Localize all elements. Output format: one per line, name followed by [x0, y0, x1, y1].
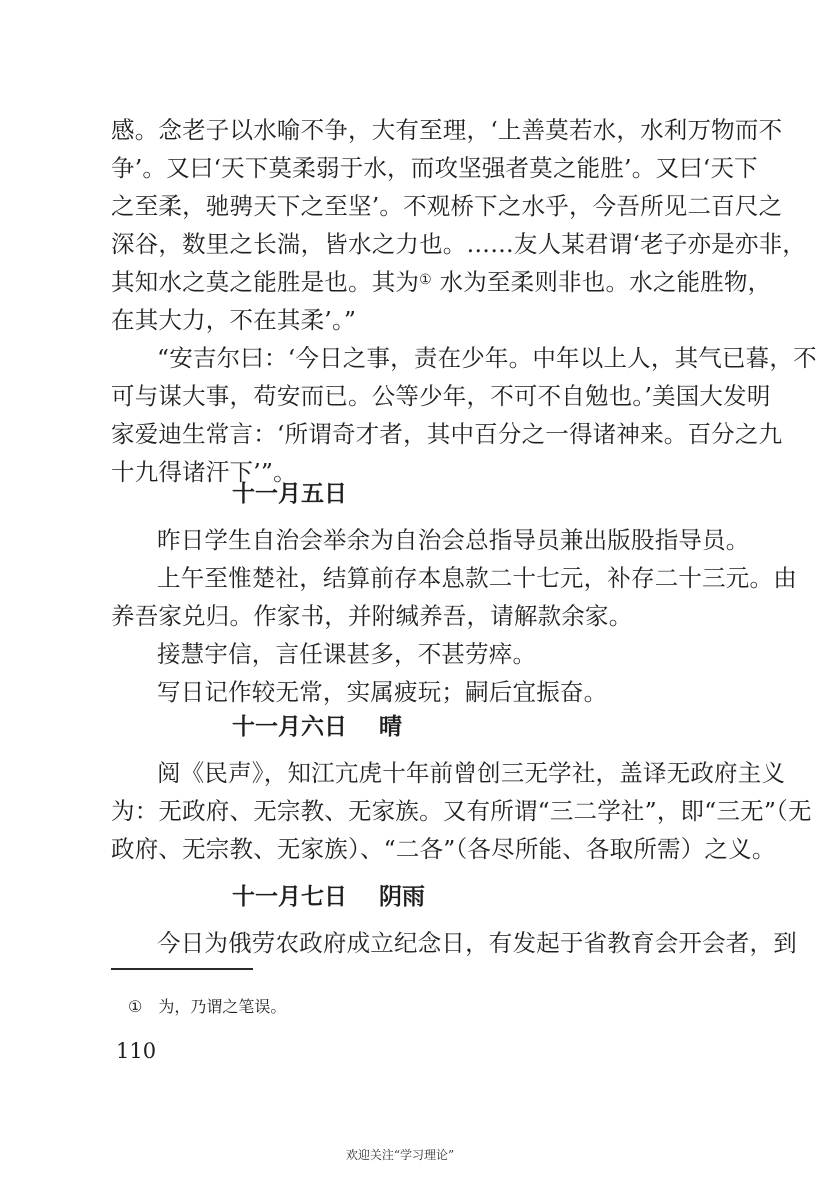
entry-body-nov7: [111, 924, 797, 962]
paragraph-quote: [111, 339, 817, 491]
text-line: 写日记作较无常，实属疲玩；嗣后宜振奋。: [157, 678, 608, 706]
entry-date: 十一月六日: [232, 714, 347, 740]
entry-date: 十一月五日: [232, 481, 347, 507]
footnote-divider: [111, 968, 253, 970]
entry-weather: 晴: [379, 714, 402, 740]
entry-body-nov6: [111, 754, 812, 868]
text-line: 之至柔，驰骋天下之至坚’。不观桥下之水乎，今吾所见二百尺之: [111, 192, 783, 220]
text-line: 上午至惟楚社，结算前存本息款二十七元，补存二十三元。由: [157, 564, 797, 592]
footnote-text: 为，乃谓之笔误。: [158, 997, 287, 1016]
watermark-text: 欢迎关注“学习理论”: [345, 1148, 455, 1162]
text-line: 今日为俄劳农政府成立纪念日，有发起于省教育会开会者，到: [157, 929, 797, 957]
text-line: 可与谋大事，苟安而已。公等少年，不可不自勉也。’美国大发明: [111, 382, 771, 410]
entry-date: 十一月七日: [232, 884, 347, 910]
text-line: 深谷，数里之长湍，皆水之力也。……友人某君谓‘老子亦是亦非，: [111, 230, 806, 258]
text-line: 昨日学生自治会举余为自治会总指导员兼出版股指导员。: [157, 526, 750, 554]
footnote: [128, 996, 286, 1018]
page-number: 110: [116, 1039, 157, 1063]
entry-body-nov5: [111, 521, 797, 711]
entry-heading-nov7: [232, 882, 425, 912]
text-line: 政府、无宗教、无家族）、“二各”（各尽所能、各取所需）之义。: [111, 835, 776, 863]
entry-weather: 阴雨: [379, 884, 425, 910]
text-segment: 水为至柔则非也。水之能胜物，: [431, 268, 772, 296]
text-line: 接慧宇信，言任课甚多，不甚劳瘁。: [157, 640, 537, 668]
entry-heading-nov5: [232, 479, 347, 509]
text-line: 家爱迪生常言：‘所谓奇才者，其中百分之一得诸神来。百分之九: [111, 420, 783, 448]
entry-heading-nov6: [232, 712, 402, 742]
text-line: 养吾家兑归。作家书，并附缄养吾，请解款余家。: [111, 602, 633, 630]
paragraph-top: [111, 111, 806, 339]
text-line: 十九得诸汗下’”。: [111, 458, 297, 486]
text-segment: 其知水之莫之能胜是也。其为: [111, 268, 420, 296]
text-line: “安吉尔曰：‘今日之事，责在少年。中年以上人，其气已暮，不: [157, 344, 817, 372]
text-line: 感。念老子以水喻不争，大有至理，‘上善莫若水，水利万物而不: [111, 116, 783, 144]
text-line: 为：无政府、无宗教、无家族。又有所谓“三二学社”，即“三无”（无: [111, 797, 812, 825]
text-line-with-ref: [111, 263, 772, 301]
text-line: 阅《民声》，知江亢虎十年前曾创三无学社，盖译无政府主义: [157, 759, 786, 787]
footnote-reference: ①: [419, 272, 432, 288]
text-line: 在其大力，不在其柔’。”: [111, 306, 357, 334]
footnote-mark: ①: [128, 997, 143, 1016]
text-line: 争’。又曰‘天下莫柔弱于水，而攻坚强者莫之能胜’。又曰‘天下: [111, 154, 758, 182]
